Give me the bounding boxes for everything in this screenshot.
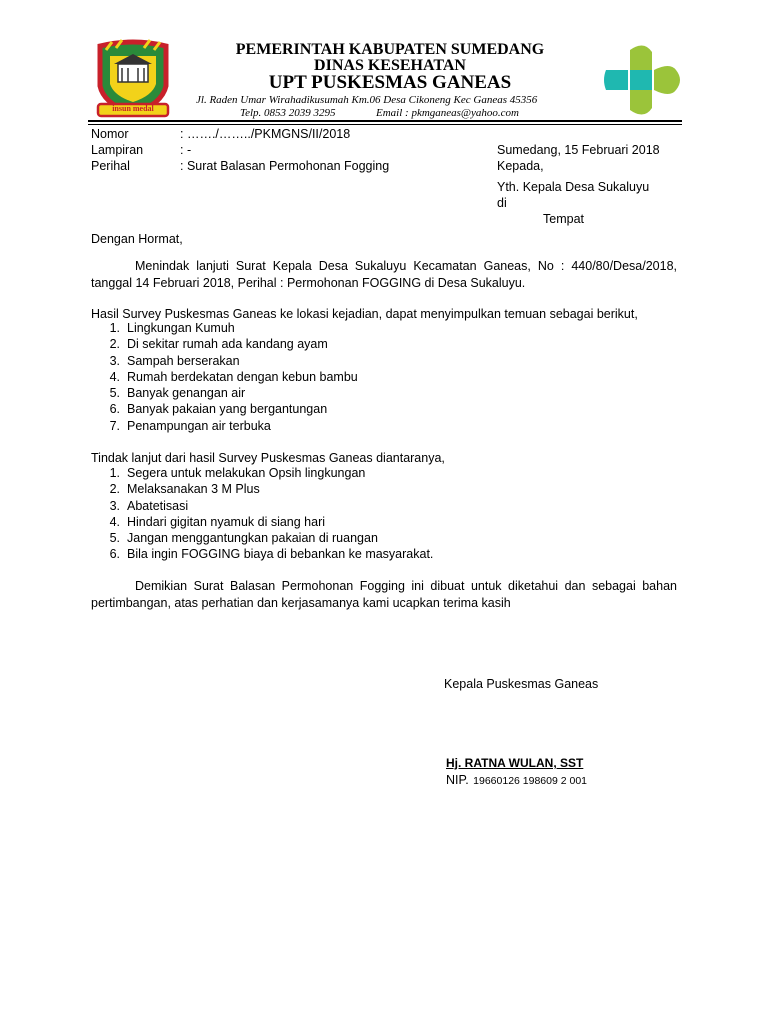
action-item-text: Abatetisasi [127,498,189,513]
action-item [100,482,500,498]
action-item-number: 5. [109,531,120,546]
finding-item-text: Sampah berserakan [127,353,240,368]
nip-value: 19660126 198609 2 001 [473,775,588,787]
crest-motto: insun medal [112,104,154,113]
finding-item [100,354,500,370]
paragraph-1-line2: tanggal 14 Februari 2018, Perihal : Permohonan FOGGING di Desa Sukaluyu. [91,275,526,290]
header-line1: PEMERINTAH KABUPATEN SUMEDANG [235,41,545,58]
recipient-di: di [497,196,507,210]
signature-name: Hj. RATNA WULAN, SST [446,756,584,770]
header-line2: DINAS KESEHATAN [314,57,466,74]
closing-line2: pertimbangan, atas perhatian dan kerjasamanya kami ucapkan terima kasih [91,595,511,610]
letterhead-rule-thick [88,120,682,122]
finding-item-number: 1. [109,321,120,335]
action-item [100,515,500,531]
letterhead-rule-thin [88,124,682,125]
signature-title: Kepala Puskesmas Ganeas [444,677,599,691]
finding-item-text: Banyak genangan air [127,386,246,401]
finding-item-text: Penampungan air terbuka [127,418,271,433]
perihal-label: Perihal [91,159,130,173]
action-item-number: 3. [109,498,120,513]
lampiran-value: : - [180,143,192,157]
finding-item [100,321,500,337]
recipient-kepada: Kepada, [497,159,544,173]
action-item-text: Melaksanakan 3 M Plus [127,482,260,497]
action-item [100,531,500,547]
letter-date: Sumedang, 15 Februari 2018 [497,143,660,157]
paragraph-1 [91,258,677,291]
finding-item [100,370,500,386]
finding-item [100,337,500,353]
finding-item [100,386,500,402]
nip-label: NIP. [446,773,469,787]
survey-intro: Hasil Survey Puskesmas Ganeas ke lokasi kejadian, dapat menyimpulkan temuan sebagai berikut, [91,307,638,321]
finding-item-text: Rumah berdekatan dengan kebun bambu [127,369,358,384]
finding-item-number: 5. [109,386,120,401]
greeting: Dengan Hormat, [91,232,183,246]
recipient-tempat: Tempat [543,212,584,226]
header-address: Jl. Raden Umar Wirahadikusumah Km.06 Desa Cikoneng Kec Ganeas 45356 [196,94,538,106]
action-item-text: Hindari gigitan nyamuk di siang hari [127,514,326,529]
finding-item-text: Lingkungan Kumuh [127,321,235,335]
action-item-number: 4. [109,514,120,529]
finding-item-text: Banyak pakaian yang bergantungan [127,402,328,417]
recipient-yth: Yth. Kepala Desa Sukaluyu [497,180,650,194]
followup-intro: Tindak lanjut dari hasil Survey Puskesmas Ganeas diantaranya, [91,451,445,465]
header-line3: UPT PUSKESMAS GANEAS [268,72,512,93]
action-item-text: Bila ingin FOGGING biaya di bebankan ke masyarakat. [127,547,434,562]
nomor-value: : ……./……../PKMGNS/II/2018 [180,127,351,141]
header-telp: Telp. 0853 2039 3295 [240,107,336,119]
action-item-number: 2. [109,482,120,497]
actions-list [100,466,500,564]
action-item-text: Segera untuk melakukan Opsih lingkungan [127,466,366,480]
action-item [100,466,500,482]
action-item-number: 6. [109,547,120,562]
finding-item-number: 6. [109,402,120,417]
signature-nip [446,771,587,789]
paragraph-1-line1: Menindak lanjuti Surat Kepala Desa Sukaluyu Kecamatan Ganeas, No : 440/80/Desa/2018, [135,259,677,273]
finding-item-number: 3. [109,353,120,368]
finding-item [100,419,500,435]
closing-line1: Demikian Surat Balasan Permohonan Fogging ini dibuat untuk diketahui dan sebagai bahan [135,579,677,593]
action-item-number: 1. [109,466,120,480]
finding-item-number: 4. [109,369,120,384]
lampiran-label: Lampiran [91,143,144,157]
closing-paragraph [91,578,677,611]
header-email: Email : pkmganeas@yahoo.com [376,107,520,119]
nomor-label: Nomor [91,127,129,141]
findings-list [100,321,500,435]
action-item [100,547,500,563]
finding-item-number: 2. [109,337,120,352]
finding-item [100,402,500,418]
finding-item-number: 7. [109,418,120,433]
kemenkes-logo-icon [600,40,690,120]
action-item-text: Jangan menggantungkan pakaian di ruangan [127,531,378,546]
finding-item-text: Di sekitar rumah ada kandang ayam [127,337,328,352]
perihal-value: : Surat Balasan Permohonan Fogging [180,159,390,173]
action-item [100,499,500,515]
